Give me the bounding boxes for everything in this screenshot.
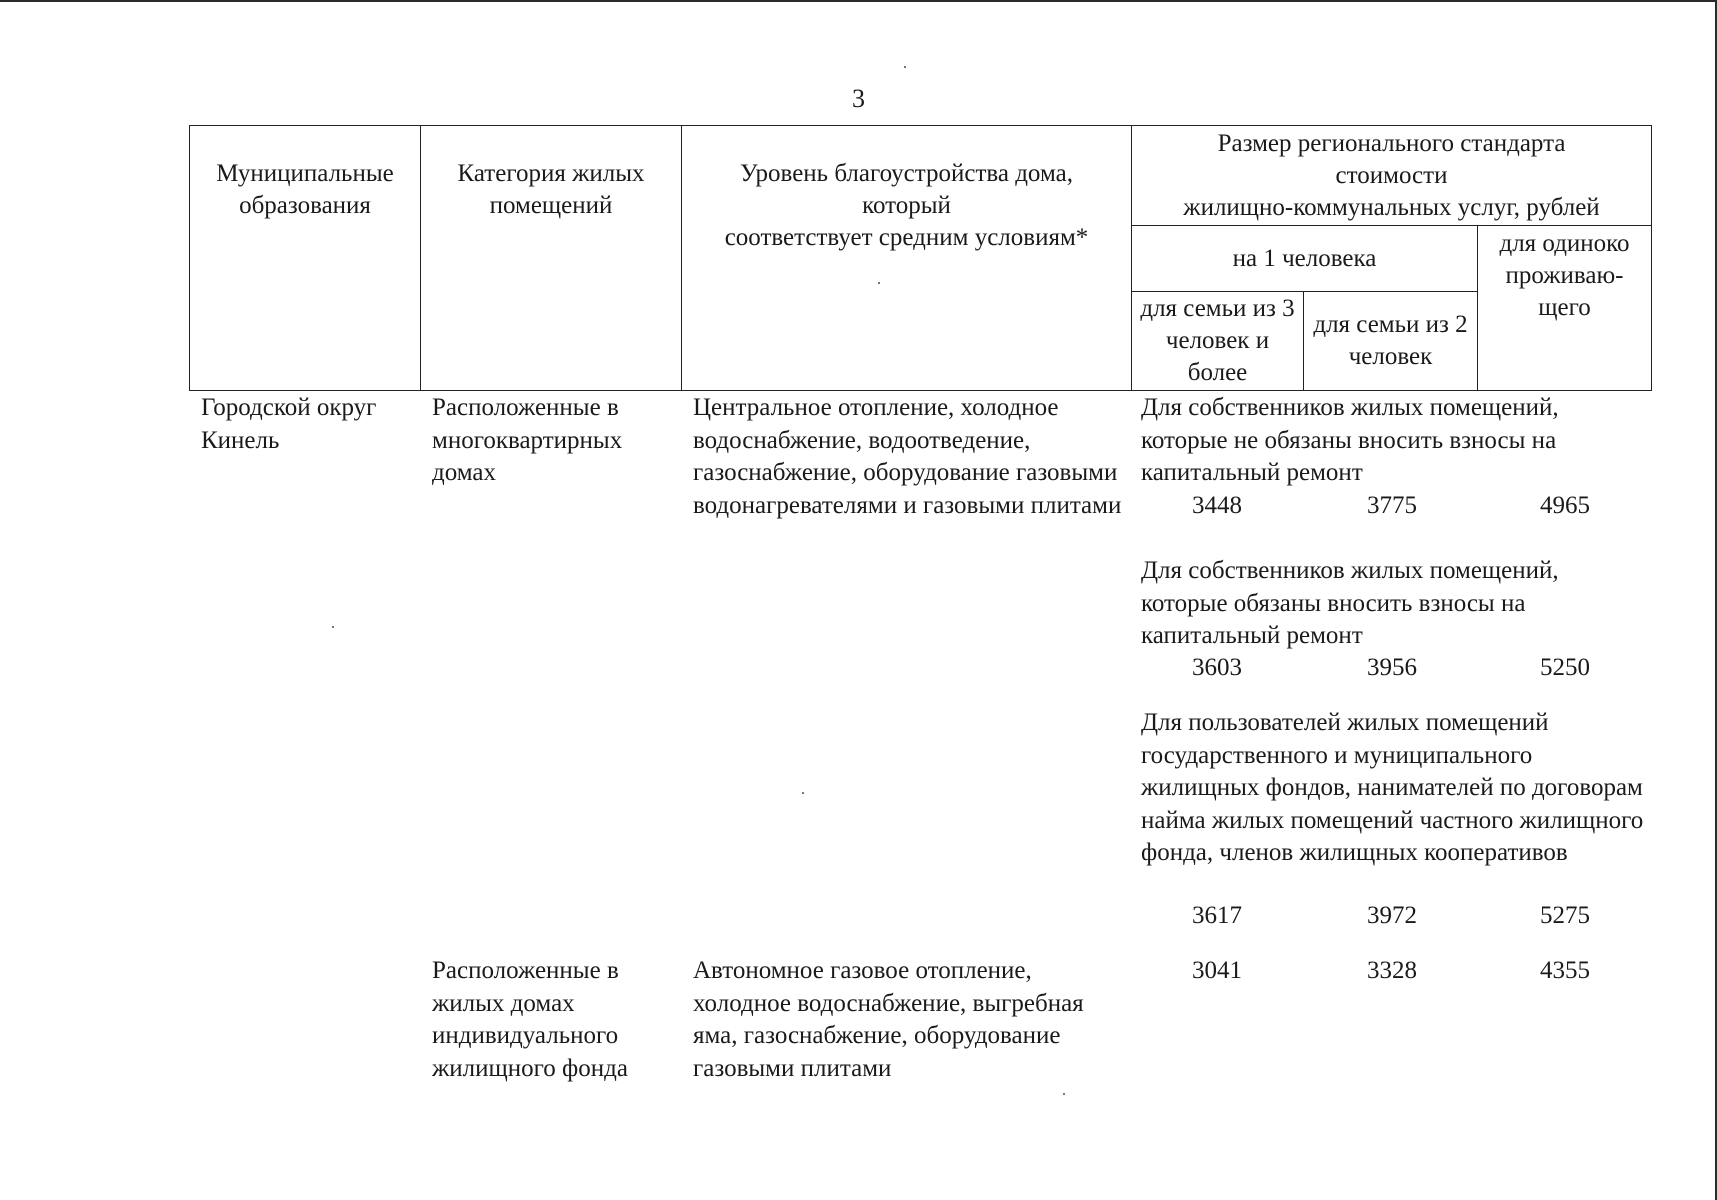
level-apartments: Центральное отопление, холодное водоснабжение, водоотведение, газоснабжение, оборудование газовыми водонагревателями и газовыми плитами — [693, 394, 1122, 519]
value-group3-single: 5275 — [1540, 902, 1590, 929]
table-header — [189, 125, 1652, 391]
value-individual-family2: 3328 — [1367, 957, 1417, 984]
header-family2: для семьи из 2 человек — [1304, 292, 1478, 391]
value-group2-single: 5250 — [1540, 654, 1590, 681]
level-individual-houses: Автономное газовое отопление, холодное водоснабжение, выгребная яма, газоснабжение, оборудование газовыми плитами — [693, 957, 1084, 1082]
value-group3-family2: 3972 — [1367, 902, 1417, 929]
value-group1-family2: 3775 — [1367, 492, 1417, 519]
header-level-line1: Уровень благоустройства дома, — [740, 160, 1073, 187]
header-per-person: на 1 человека — [1132, 226, 1478, 292]
header-category: Категория жилых помещений — [421, 126, 682, 391]
header-size-line1: Размер регионального стандарта — [1217, 130, 1566, 157]
header-level-line2: который — [862, 192, 951, 219]
value-group2-family2: 3956 — [1367, 654, 1417, 681]
scan-speck — [904, 66, 906, 68]
value-individual-family3: 3041 — [1192, 957, 1242, 984]
header-level-line3: соответствует средним условиям* — [724, 224, 1089, 251]
value-group1-single: 4965 — [1540, 492, 1590, 519]
header-single: для одиноко проживаю-щего — [1478, 226, 1652, 391]
value-group3-family3: 3617 — [1192, 902, 1242, 929]
category-individual-houses: Расположенные в жилых домах индивидуального жилищного фонда — [432, 957, 628, 1082]
group-note-2: Для собственников жилых помещений, которые обязаны вносить взносы на капитальный ремонт — [1141, 557, 1559, 650]
header-size-line2: стоимости — [1335, 162, 1448, 189]
scan-speck — [878, 282, 880, 284]
value-group1-family3: 3448 — [1192, 492, 1242, 519]
header-size-line3: жилищно-коммунальных услуг, рублей — [1183, 194, 1600, 221]
value-group2-family3: 3603 — [1192, 654, 1242, 681]
value-individual-single: 4355 — [1540, 957, 1590, 984]
category-apartments: Расположенные в многоквартирных домах — [432, 394, 623, 487]
header-family3: для семьи из 3 человек и более — [1132, 292, 1304, 391]
page-number: 3 — [852, 84, 865, 113]
scan-border-top — [0, 0, 1717, 2]
group-note-1: Для собственников жилых помещений, которые не обязаны вносить взносы на капитальный ремонт — [1141, 394, 1559, 487]
group-note-3: Для пользователей жилых помещений государственного и муниципального жилищных фондов, нанимателей по договорам найма жилых помещений частного жилищного фонда, членов жилищных кооперативов — [1141, 709, 1644, 867]
header-level — [682, 126, 1132, 391]
scan-speck — [332, 626, 334, 628]
header-municipalities: Муниципальные образования — [190, 126, 421, 391]
municipality-name: Городской округ Кинель — [201, 394, 377, 454]
header-standard-size — [1132, 126, 1652, 226]
scan-speck — [1063, 1093, 1065, 1095]
scan-speck — [802, 792, 804, 794]
